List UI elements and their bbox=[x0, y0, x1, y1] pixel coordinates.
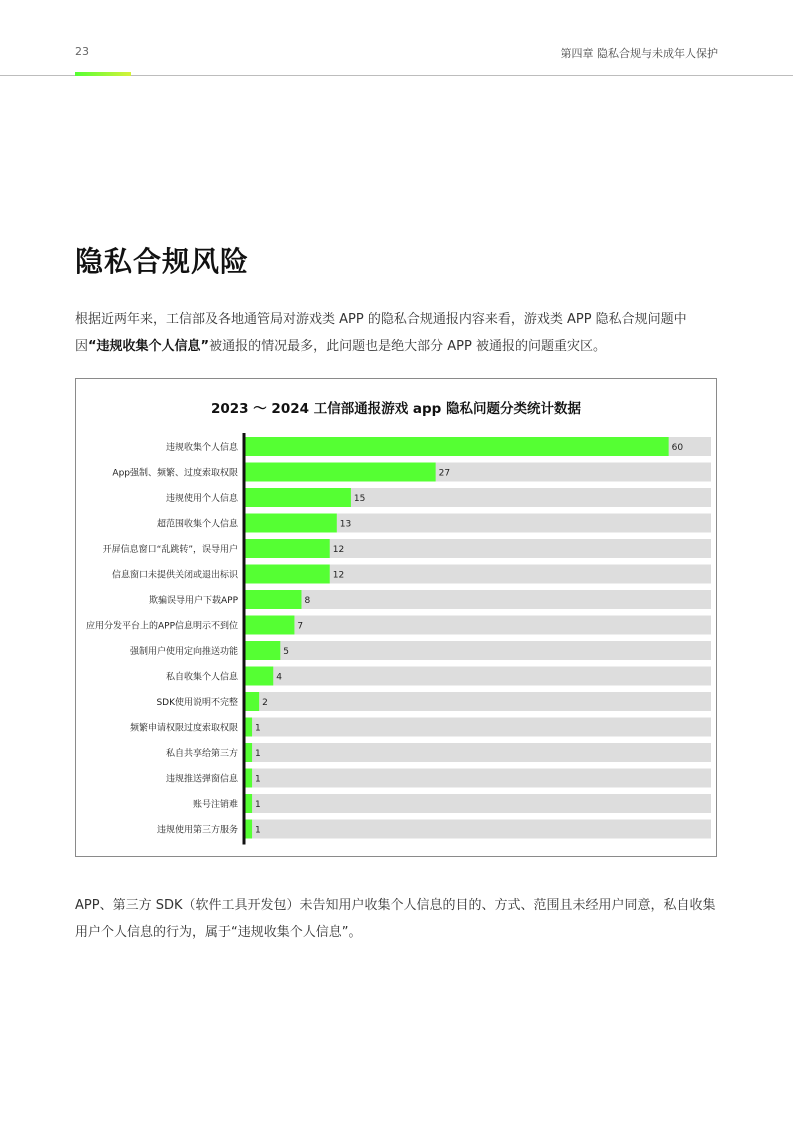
category-label: 违规收集个人信息 bbox=[165, 443, 238, 453]
value-label: 1 bbox=[255, 825, 261, 836]
value-label: 13 bbox=[339, 519, 352, 530]
bar bbox=[245, 692, 259, 711]
bar bbox=[245, 565, 330, 584]
value-label: 12 bbox=[332, 545, 345, 555]
value-label: 12 bbox=[332, 570, 345, 581]
category-label: 应用分发平台上的APP信息明示不到位 bbox=[85, 621, 238, 632]
chart-title: 2023 ～ 2024 工信部通报游戏 app 隐私问题分类统计数据 bbox=[210, 401, 582, 417]
bar bbox=[245, 437, 669, 456]
bar-track bbox=[245, 616, 711, 635]
intro-paragraph bbox=[75, 306, 720, 360]
bar bbox=[245, 641, 280, 660]
outro-paragraph: APP、第三方 SDK（软件工具开发包）未告知用户收集个人信息的目的、方式、范围且未经用户同意，私自收集用户个人信息的行为，属于“违规收集个人信息”。 bbox=[75, 898, 716, 940]
value-label: 8 bbox=[304, 596, 311, 606]
category-label: 违规使用第三方服务 bbox=[156, 825, 238, 836]
bar-track bbox=[245, 820, 711, 839]
bar-track bbox=[245, 641, 711, 660]
bar-track bbox=[245, 692, 711, 711]
bar-track bbox=[245, 718, 711, 737]
value-label: 1 bbox=[255, 749, 261, 759]
category-label: 账号注销难 bbox=[192, 800, 238, 810]
bar bbox=[245, 539, 330, 558]
chart-frame bbox=[75, 378, 717, 857]
value-label: 27 bbox=[438, 468, 451, 479]
bar bbox=[245, 616, 294, 635]
category-label: 开屏信息窗口“乱跳转”，误导用户 bbox=[102, 545, 238, 555]
category-label: 频繁申请权限过度索取权限 bbox=[129, 723, 238, 734]
bar bbox=[245, 743, 252, 762]
bar bbox=[245, 463, 436, 482]
bar-track bbox=[245, 667, 711, 686]
value-label: 4 bbox=[276, 672, 282, 683]
category-label: App强制、频繁、过度索取权限 bbox=[112, 468, 238, 479]
value-label: 15 bbox=[353, 494, 366, 504]
bar-chart bbox=[76, 379, 716, 856]
value-label: 1 bbox=[255, 774, 261, 785]
category-label: 信息窗口未提供关闭或退出标识 bbox=[111, 570, 238, 581]
header-accent-bar bbox=[75, 72, 131, 76]
category-label: 私自收集个人信息 bbox=[165, 672, 238, 683]
chapter-title: 第四章 隐私合规与未成年人保护 bbox=[560, 47, 718, 60]
intro-text-suffix: 被通报的情况最多，此问题也是绝大部分 APP 被通报的问题重灾区。 bbox=[209, 339, 606, 354]
category-label: 强制用户使用定向推送功能 bbox=[129, 647, 238, 657]
category-label: 违规推送弹窗信息 bbox=[165, 774, 238, 785]
value-label: 5 bbox=[283, 647, 290, 657]
bar bbox=[245, 667, 273, 686]
category-label: 欺骗误导用户下载APP bbox=[148, 596, 238, 606]
bar bbox=[245, 794, 252, 813]
bar-track bbox=[245, 794, 711, 813]
bar-track bbox=[245, 743, 711, 762]
category-label: 违规使用个人信息 bbox=[165, 494, 238, 504]
value-label: 1 bbox=[255, 800, 261, 810]
value-label: 2 bbox=[262, 698, 268, 708]
page-number: 23 bbox=[75, 45, 89, 58]
bar-track bbox=[245, 590, 711, 609]
value-label: 60 bbox=[671, 443, 684, 453]
bar bbox=[245, 514, 337, 533]
category-label: 私自共享给第三方 bbox=[165, 749, 238, 759]
category-label: 超范围收集个人信息 bbox=[156, 519, 238, 530]
category-label: SDK使用说明不完整 bbox=[156, 698, 238, 708]
intro-text-prefix: 根据近两年来，工信部及各地通管局对游戏类 APP 的隐私合规通报内容来看，游戏类 APP 隐私合规问题中因 bbox=[75, 312, 687, 354]
bar bbox=[245, 718, 252, 737]
value-label: 7 bbox=[297, 621, 304, 632]
bar bbox=[245, 820, 252, 839]
intro-emphasis: “违规收集个人信息” bbox=[88, 339, 210, 354]
value-label: 1 bbox=[255, 723, 261, 734]
section-title: 隐私合规风险 bbox=[75, 245, 250, 278]
bar bbox=[245, 769, 252, 788]
bar bbox=[245, 488, 351, 507]
bar bbox=[245, 590, 301, 609]
bar-track bbox=[245, 769, 711, 788]
